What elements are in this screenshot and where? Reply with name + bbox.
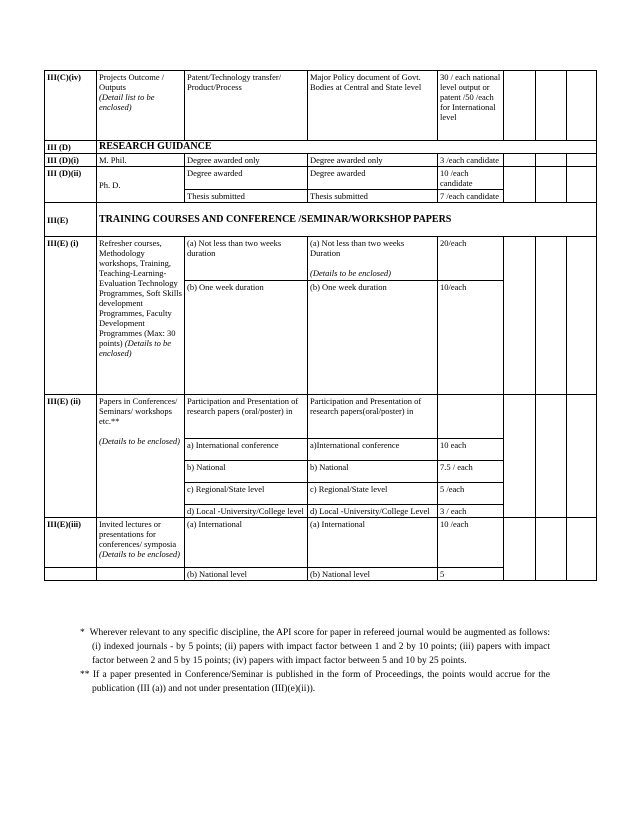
score-cell: 10 /each candidate [438,167,504,190]
criteria-cell: (a) International [185,518,308,568]
activity-cell: Ph. D. [97,167,185,203]
footnote-star [80,626,550,668]
criteria-text: (a) Not less than two weeks Duration [310,238,405,258]
empty-cell [504,518,536,581]
table-row [45,518,597,568]
table-row [45,71,597,141]
empty-cell [536,167,567,203]
table-row [45,237,597,281]
empty-cell [504,154,536,167]
section-title: TRAINING COURSES AND CONFERENCE /SEMINAR/WORKSHOP PAPERS [97,203,597,237]
criteria-cell: (a) International [308,518,438,568]
criteria-cell: c) Regional/State level [185,483,308,505]
criteria-cell [308,237,438,281]
footnote-text: If a paper presented in Conference/Seminar is published in the form of Proceedings, the points would accrue for the publication (III (a)) and not under presentation (III)(e)(ii)). [92,670,551,694]
empty-cell [536,71,567,141]
activity-text: Projects Outcome / Outputs [99,72,165,92]
score-cell: 7 /each candidate [438,190,504,203]
row-code: III(E) (ii) [45,395,97,518]
empty-cell [536,237,567,395]
criteria-cell: Participation and Presentation of research papers (oral/poster) in [185,395,308,439]
footnote-text: Wherever relevant to any specific discipline, the API score for paper in refereed journal would be augmented as follows: (i) indexed journals - by 5 points; (ii) papers with impact factor between 1 and 2 by 10 points; (iii) papers with impact factor between 2 and 5 by 15 points; (iv) papers with impact factor between 5 and 10 by 25 points. [89,628,550,666]
table-row [45,167,597,190]
score-cell: 10 each [438,439,504,461]
score-cell: 10 /each [438,518,504,568]
table-row [45,154,597,167]
empty-cell [567,518,597,581]
activity-note: (Detail list to be enclosed) [99,92,155,112]
empty-cell [504,167,536,203]
criteria-cell: Thesis submitted [185,190,308,203]
row-code: III(E)(iii) [45,518,97,568]
activity-note: (Details to be enclosed) [99,549,180,559]
row-code: III (D) [45,141,97,154]
criteria-cell: (b) One week duration [308,281,438,395]
empty-cell [567,154,597,167]
score-cell: 5 [438,568,504,581]
activity-text: Refresher courses, Methodology workshops, Training, Teaching-Learning-Evaluation Technology Programmes, Soft Skills development Programmes, Faculty Development Programmes (Max: 30 points) [99,238,182,348]
activity-cell [97,518,185,568]
score-cell: 3 /each candidate [438,154,504,167]
criteria-cell: Degree awarded [308,167,438,190]
empty-cell [567,395,597,518]
empty-cell [536,154,567,167]
criteria-cell: a)International conference [308,439,438,461]
section-header-row [45,203,597,237]
criteria-cell: Degree awarded [185,167,308,190]
activity-text: Papers in Conferences/ Seminars/ workshops etc.** [99,396,178,426]
score-cell [438,395,504,439]
criteria-cell: Participation and Presentation of research papers(oral/poster) in [308,395,438,439]
criteria-cell: b) National [185,461,308,483]
empty-cell [45,568,97,581]
activity-note: (Details to be enclosed) [99,338,172,358]
criteria-cell: Thesis submitted [308,190,438,203]
activity-cell [97,71,185,141]
empty-cell [504,237,536,395]
empty-cell [567,167,597,203]
activity-cell: M. Phil. [97,154,185,167]
score-cell: 30 / each national level output or patent /50 /each for International level [438,71,504,141]
activity-cell [97,237,185,395]
criteria-cell: Major Policy document of Govt. Bodies at Central and State level [308,71,438,141]
score-cell: 10/each [438,281,504,395]
empty-cell [504,71,536,141]
criteria-cell: Patent/Technology transfer/ Product/Process [185,71,308,141]
score-cell: 7.5 / each [438,461,504,483]
criteria-cell: d) Local -University/College Level [308,505,438,518]
score-cell: 3 / each [438,505,504,518]
empty-cell [504,395,536,518]
row-code: III(E) [45,203,97,237]
activity-cell [97,395,185,518]
activity-text: Invited lectures or presentations for conferences/ symposia [99,519,177,549]
criteria-note: (Details to be enclosed) [310,268,391,278]
row-code: III (D)(ii) [45,167,97,203]
criteria-cell: (b) National level [185,568,308,581]
footnote-mark: ** [80,670,90,680]
empty-cell [97,568,185,581]
criteria-cell: b) National [308,461,438,483]
api-score-table [44,70,597,581]
section-header-row [45,141,597,154]
criteria-cell: (b) One week duration [185,281,308,395]
activity-note: (Details to be enclosed) [99,436,180,446]
score-cell: 5 /each [438,483,504,505]
footnote-double-star [80,668,550,696]
criteria-cell: (a) Not less than two weeks duration [185,237,308,281]
criteria-cell: a) International conference [185,439,308,461]
row-code: III(E) (i) [45,237,97,395]
footnote-mark: * [80,628,85,638]
criteria-cell: Degree awarded only [185,154,308,167]
empty-cell [567,237,597,395]
row-code: III(C)(iv) [45,71,97,141]
empty-cell [536,518,567,581]
row-code: III (D)(i) [45,154,97,167]
score-cell: 20/each [438,237,504,281]
criteria-cell: d) Local -University/College level [185,505,308,518]
criteria-cell: c) Regional/State level [308,483,438,505]
footnotes [80,626,550,696]
criteria-cell: (b) National level [308,568,438,581]
criteria-cell: Degree awarded only [308,154,438,167]
empty-cell [567,71,597,141]
section-title: RESEARCH GUIDANCE [97,141,597,154]
empty-cell [536,395,567,518]
table-row [45,395,597,439]
